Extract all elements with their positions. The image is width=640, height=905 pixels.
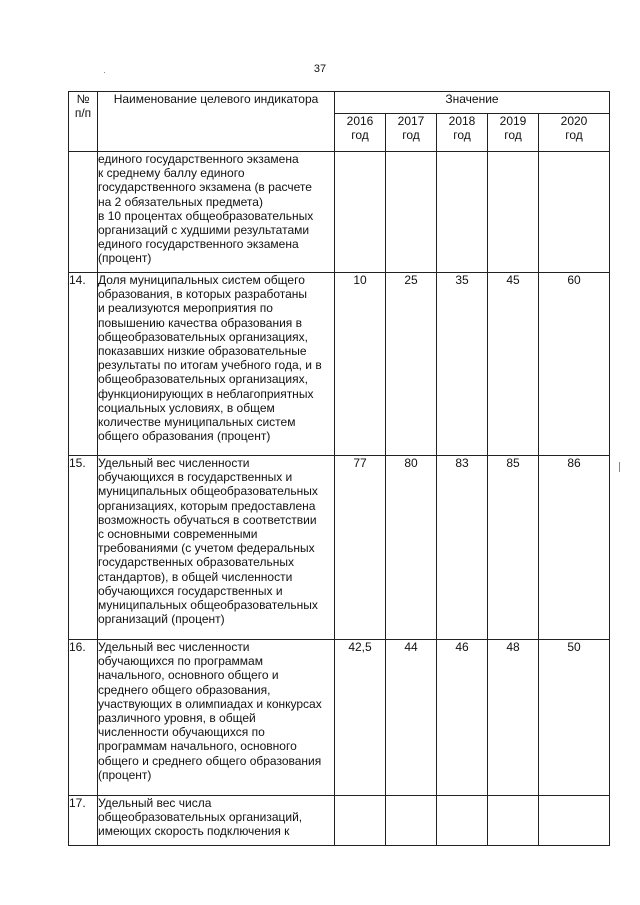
table-row [69,152,610,273]
value-2020 [539,796,610,846]
indicator-description: Удельный вес числа общеобразовательных организаций, имеющих скорость подключения к [98,796,335,846]
value-2017: 25 [386,273,437,456]
value-2016 [335,152,386,273]
year-header-2020: 2020 год [539,114,610,152]
scan-speck [104,72,105,73]
value-2016: 42,5 [335,640,386,796]
year-header-2016: 2016 год [335,114,386,152]
value-2016: 10 [335,273,386,456]
value-2020: 60 [539,273,610,456]
row-number: 16. [69,640,98,796]
value-2018 [437,796,488,846]
page-number: 37 [313,63,327,75]
value-2018 [437,152,488,273]
table-row [69,456,610,640]
value-2017 [386,152,437,273]
indicator-description: Удельный вес численности обучающихся по программам начального, основного общего и среднего общего образования, участвующих в олимпиадах и конкурсах различного уровня, в общей численности обучающихся по программам начального, основного общего и среднего общего образования (процент) [98,640,335,796]
row-number: 15. [69,456,98,640]
value-2019: 85 [488,456,539,640]
value-2020: 50 [539,640,610,796]
scan-speck [619,462,620,472]
indicator-description: Доля муниципальных систем общего образования, в которых разработаны и реализуются мероприятия по повышению качества образования в общеобразовательных организациях, показавших низкие образовательные результаты по итогам учебного года, и в общеобразовательных организациях, функционирующих в неблагоприятных социальных условиях, в общем количестве муниципальных систем общего образования (процент) [98,273,335,456]
number-column-header: № п/п [69,92,98,152]
value-2017: 44 [386,640,437,796]
value-2018: 46 [437,640,488,796]
year-header-2019: 2019 год [488,114,539,152]
year-header-2017: 2017 год [386,114,437,152]
value-2016 [335,796,386,846]
value-2018: 35 [437,273,488,456]
value-2019 [488,796,539,846]
value-2017 [386,796,437,846]
value-2016: 77 [335,456,386,640]
value-2020 [539,152,610,273]
value-2019: 45 [488,273,539,456]
value-2018: 83 [437,456,488,640]
value-2019: 48 [488,640,539,796]
indicator-description: единого государственного экзамена к среднему баллу единого государственного экзамена (в расчете на 2 обязательных предмета) в 10 процентах общеобразовательных организаций с худшими результатами единого государственного экзамена (процент) [98,152,335,273]
row-number [69,152,98,273]
table-row [69,796,610,846]
header-row [69,92,610,114]
value-2020: 86 [539,456,610,640]
value-2017: 80 [386,456,437,640]
table-row [69,273,610,456]
indicator-name-column-header: Наименование целевого индикатора [98,92,335,152]
value-column-header: Значение [335,92,610,114]
row-number: 17. [69,796,98,846]
value-2019 [488,152,539,273]
table-row [69,640,610,796]
year-header-2018: 2018 год [437,114,488,152]
indicators-table [68,91,610,846]
row-number: 14. [69,273,98,456]
indicator-description: Удельный вес численности обучающихся в государственных и муниципальных общеобразовательных организациях, которым предоставлена возможность обучаться в соответствии с основными современными требованиями (с учетом федеральных государственных образовательных стандартов), в общей численности обучающихся государственных и муниципальных общеобразовательных организаций (процент) [98,456,335,640]
